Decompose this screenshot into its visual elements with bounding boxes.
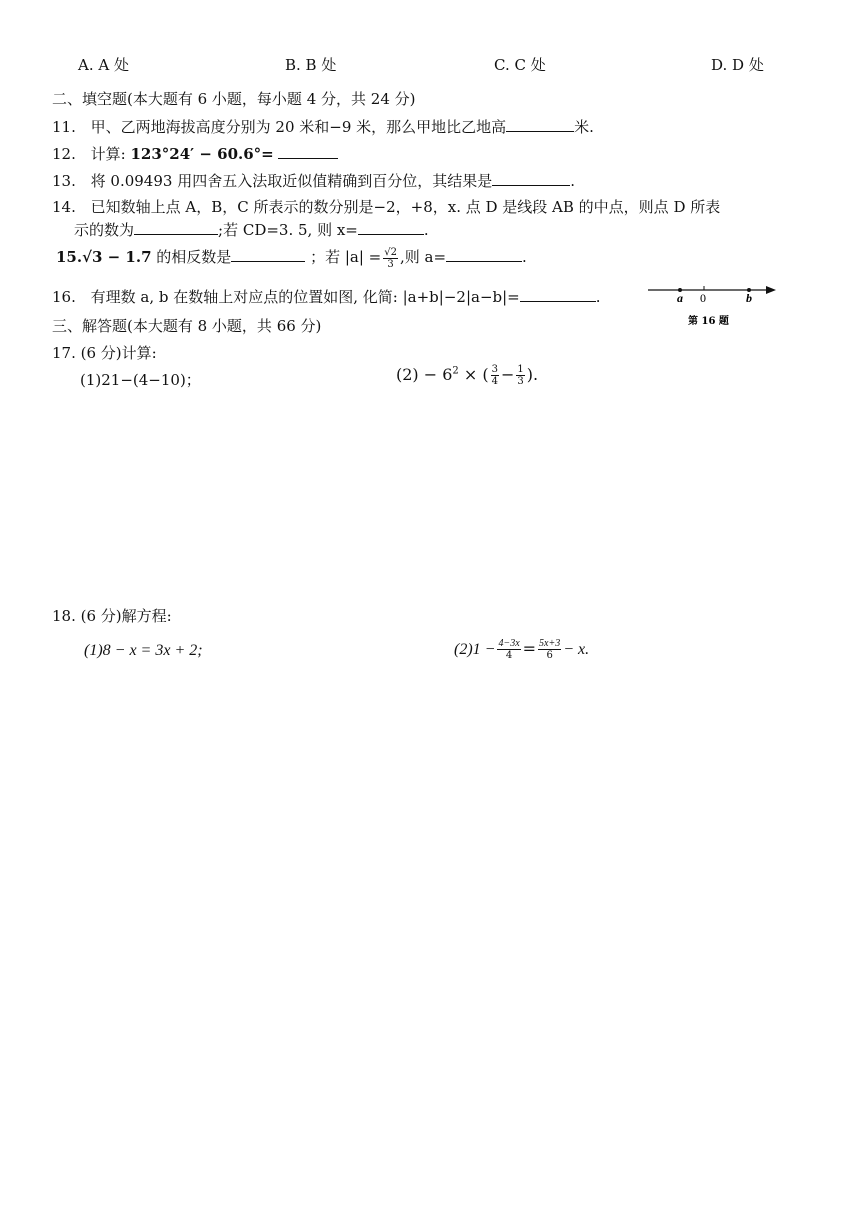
q14-text-line1: 已知数轴上点 A，B，C 所表示的数分别是−2，+8，x. 点 D 是线段 AB 的中点，则点 D 所表 bbox=[90, 198, 721, 216]
q17-fraction-1: $\frac{3}{4}$ bbox=[491, 364, 498, 387]
q18-part1: (1)8 − x = 3x + 2; bbox=[84, 642, 203, 659]
question-15 bbox=[56, 246, 527, 270]
q11-answer-blank bbox=[506, 117, 574, 132]
q18-title: 18. (6 分)解方程: bbox=[52, 607, 172, 625]
q13-text-end: . bbox=[570, 172, 575, 190]
q16-text: 有理数 a, b 在数轴上对应点的位置如图, 化简: |a+b|−2|a−b|= bbox=[90, 288, 520, 306]
q15-fraction: $\frac{√2}{3}$ bbox=[384, 246, 397, 270]
figure-caption: 第 16 题 bbox=[688, 316, 729, 327]
section2-header: 二、填空题(本大题有 6 小题，每小题 4 分，共 24 分) bbox=[52, 90, 416, 108]
q17-fraction-2: $\frac{1}{3}$ bbox=[517, 364, 524, 387]
q11-text: 甲、乙两地海拔高度分别为 20 米和−9 米，那么甲地比乙地高 bbox=[90, 118, 507, 136]
q12-answer-blank bbox=[278, 144, 338, 159]
q15-lead: 15.√3 − 1.7 bbox=[56, 248, 152, 266]
q13-number: 13. bbox=[52, 172, 76, 190]
q15-text-b: ；若 |a| = bbox=[310, 248, 382, 266]
q16-text-end: . bbox=[595, 288, 601, 306]
choice-b: B. B 处 bbox=[285, 56, 337, 74]
q12-text: 计算: bbox=[90, 145, 126, 163]
q11-text-end: 米. bbox=[574, 118, 594, 136]
q15-text-a: 的相反数是 bbox=[156, 248, 232, 266]
choice-a: A. A 处 bbox=[78, 56, 129, 74]
section3-header: 三、解答题(本大题有 8 小题，共 66 分) bbox=[52, 317, 322, 335]
q13-answer-blank bbox=[492, 171, 570, 186]
number-line-arrow bbox=[766, 286, 776, 294]
q14-blank-2 bbox=[358, 220, 424, 235]
q15-blank-2 bbox=[446, 247, 522, 262]
question-13 bbox=[52, 170, 575, 191]
q14-text-line2c: . bbox=[423, 221, 429, 239]
choice-c: C. C 处 bbox=[494, 56, 546, 74]
q17-part1: (1)21−(4−10)； bbox=[80, 371, 201, 389]
q12-number: 12. bbox=[52, 145, 76, 163]
question-14-line2 bbox=[74, 219, 429, 240]
number-line-figure bbox=[640, 280, 780, 330]
question-16 bbox=[52, 286, 601, 307]
label-a: a bbox=[677, 291, 683, 305]
q17-title: 17. (6 分)计算: bbox=[52, 344, 157, 362]
label-zero: 0 bbox=[700, 291, 706, 305]
q14-blank-1 bbox=[134, 220, 218, 235]
q12-expression: 123°24′ − 60.6°= bbox=[130, 145, 274, 163]
q14-number: 14. bbox=[52, 198, 76, 216]
q13-text: 将 0.09493 用四舍五入法取近似值精确到百分位，其结果是 bbox=[90, 172, 493, 190]
label-b: b bbox=[746, 291, 752, 305]
q15-blank-1 bbox=[231, 247, 305, 262]
q16-number: 16. bbox=[52, 288, 76, 306]
question-11 bbox=[52, 116, 594, 137]
q16-answer-blank bbox=[520, 287, 596, 302]
question-14-line1 bbox=[52, 196, 720, 217]
q15-text-c: ,则 a= bbox=[399, 248, 447, 266]
choice-d: D. D 处 bbox=[711, 56, 764, 74]
q18-part2: (2)1 − $\frac{4-3x}{4}$ = $\frac{5x+3}{6}$ − x. bbox=[454, 638, 590, 661]
q17-part2: $(2) - 6^2$ × ( $\frac{3}{4}$ − $\frac{1}{3}$ ). bbox=[396, 364, 539, 387]
q14-text-line2b: ;若 CD=3. 5, 则 x= bbox=[218, 221, 358, 239]
q18-fraction-2: $\frac{5x+3}{6}$ bbox=[539, 638, 561, 661]
q15-text-d: . bbox=[522, 248, 527, 266]
question-12 bbox=[52, 143, 338, 164]
q18-fraction-1: $\frac{4-3x}{4}$ bbox=[498, 638, 520, 661]
q14-text-line2a: 示的数为 bbox=[74, 221, 135, 239]
q11-number: 11. bbox=[52, 118, 76, 136]
